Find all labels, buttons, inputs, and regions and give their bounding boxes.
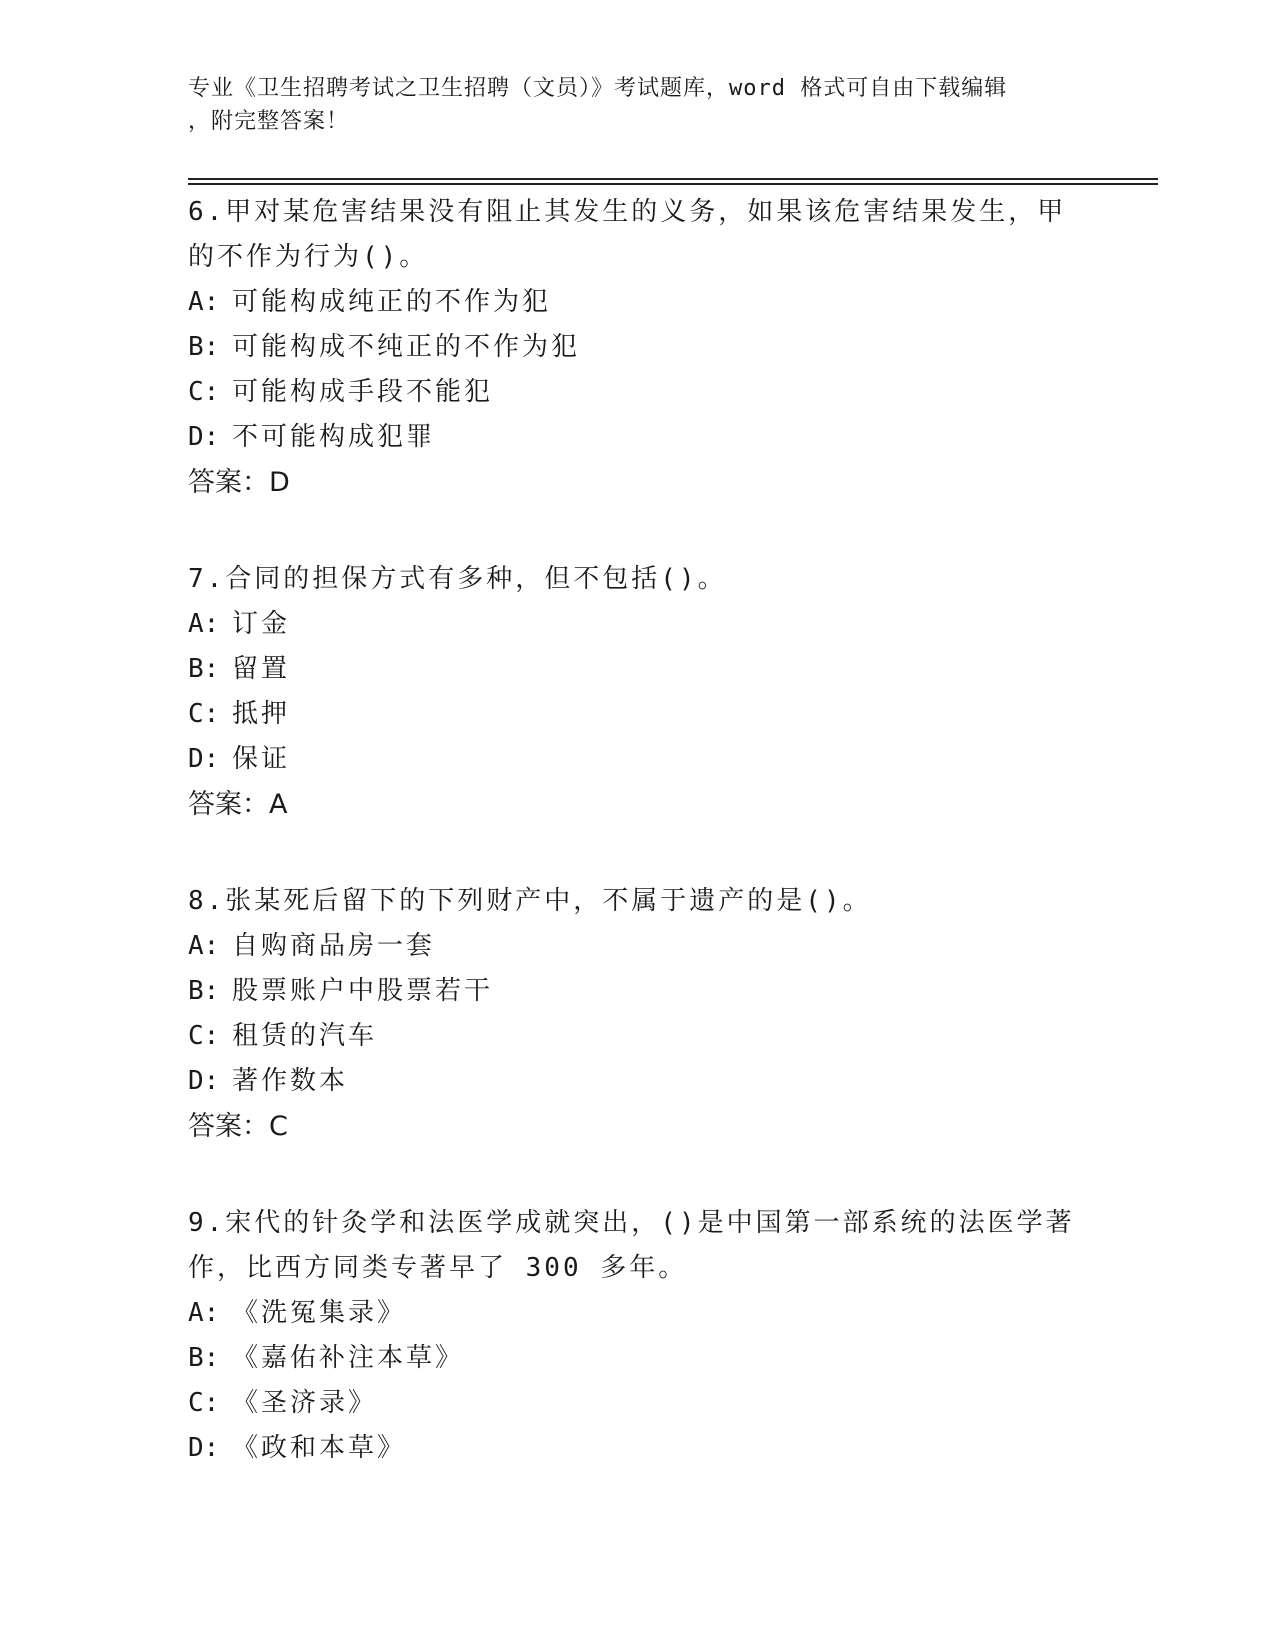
option-c	[188, 1014, 1088, 1059]
option-text: 订金	[232, 609, 291, 639]
option-key: D:	[188, 422, 220, 452]
answer-line: 答案：C	[188, 1111, 288, 1142]
option-key: B:	[188, 332, 220, 362]
question-stem-line-2: 作，比西方同类专著早了 300 多年。	[188, 1253, 688, 1283]
option-c	[188, 1381, 1088, 1426]
option-a	[188, 924, 1088, 969]
option-key: A:	[188, 287, 220, 317]
question-item	[188, 879, 1088, 1149]
answer-line: 答案：D	[188, 467, 290, 498]
option-key: C:	[188, 1021, 220, 1051]
option-text: 留置	[232, 654, 291, 684]
option-a	[188, 602, 1088, 647]
question-item	[188, 190, 1088, 505]
header-divider-top	[188, 178, 1158, 180]
option-text: 租赁的汽车	[232, 1021, 378, 1051]
option-text: 著作数本	[232, 1066, 349, 1096]
option-text: 不可能构成犯罪	[232, 422, 436, 452]
header-line-1: 专业《卫生招聘考试之卫生招聘（文员）》考试题库，word 格式可自由下载编辑	[188, 76, 1008, 101]
option-key: B:	[188, 976, 220, 1006]
option-key: A:	[188, 609, 220, 639]
option-text: 《洗冤集录》	[232, 1298, 407, 1328]
option-d	[188, 737, 1088, 782]
document-header	[188, 72, 1078, 138]
option-b	[188, 325, 1088, 370]
question-stem-line-1: 6.甲对某危害结果没有阻止其发生的义务，如果该危害结果发生，甲	[188, 197, 1067, 227]
option-text: 《嘉佑补注本草》	[232, 1343, 465, 1373]
option-key: C:	[188, 699, 220, 729]
option-key: D:	[188, 1066, 220, 1096]
option-key: D:	[188, 744, 220, 774]
option-d	[188, 1059, 1088, 1104]
option-text: 可能构成手段不能犯	[232, 377, 494, 407]
option-key: C:	[188, 1388, 220, 1418]
answer-line: 答案：A	[188, 789, 288, 820]
option-text: 《圣济录》	[232, 1388, 378, 1418]
option-text: 保证	[232, 744, 291, 774]
option-key: A:	[188, 931, 220, 961]
option-a	[188, 1291, 1088, 1336]
question-stem-line-2: 的不作为行为()。	[188, 242, 429, 272]
option-key: C:	[188, 377, 220, 407]
option-key: B:	[188, 1343, 220, 1373]
option-key: A:	[188, 1298, 220, 1328]
option-a	[188, 280, 1088, 325]
option-b	[188, 1336, 1088, 1381]
option-d	[188, 1426, 1088, 1471]
question-item	[188, 1201, 1088, 1471]
option-key: B:	[188, 654, 220, 684]
question-item	[188, 557, 1088, 827]
option-b	[188, 969, 1088, 1014]
header-divider-bottom	[188, 183, 1158, 185]
option-key: D:	[188, 1433, 220, 1463]
option-text: 股票账户中股票若干	[232, 976, 494, 1006]
option-text: 可能构成不纯正的不作为犯	[232, 332, 581, 362]
question-list	[188, 190, 1088, 1523]
option-c	[188, 692, 1088, 737]
header-line-2: ，附完整答案！	[188, 109, 350, 134]
option-text: 《政和本草》	[232, 1433, 407, 1463]
option-d	[188, 415, 1088, 460]
option-text: 可能构成纯正的不作为犯	[232, 287, 552, 317]
option-text: 抵押	[232, 699, 291, 729]
option-text: 自购商品房一套	[232, 931, 436, 961]
question-stem-line-1: 7.合同的担保方式有多种，但不包括()。	[188, 564, 727, 594]
question-stem-line-1: 8.张某死后留下的下列财产中，不属于遗产的是()。	[188, 886, 872, 916]
option-c	[188, 370, 1088, 415]
option-b	[188, 647, 1088, 692]
question-stem-line-1: 9.宋代的针灸学和法医学成就突出，()是中国第一部系统的法医学著	[188, 1208, 1075, 1238]
